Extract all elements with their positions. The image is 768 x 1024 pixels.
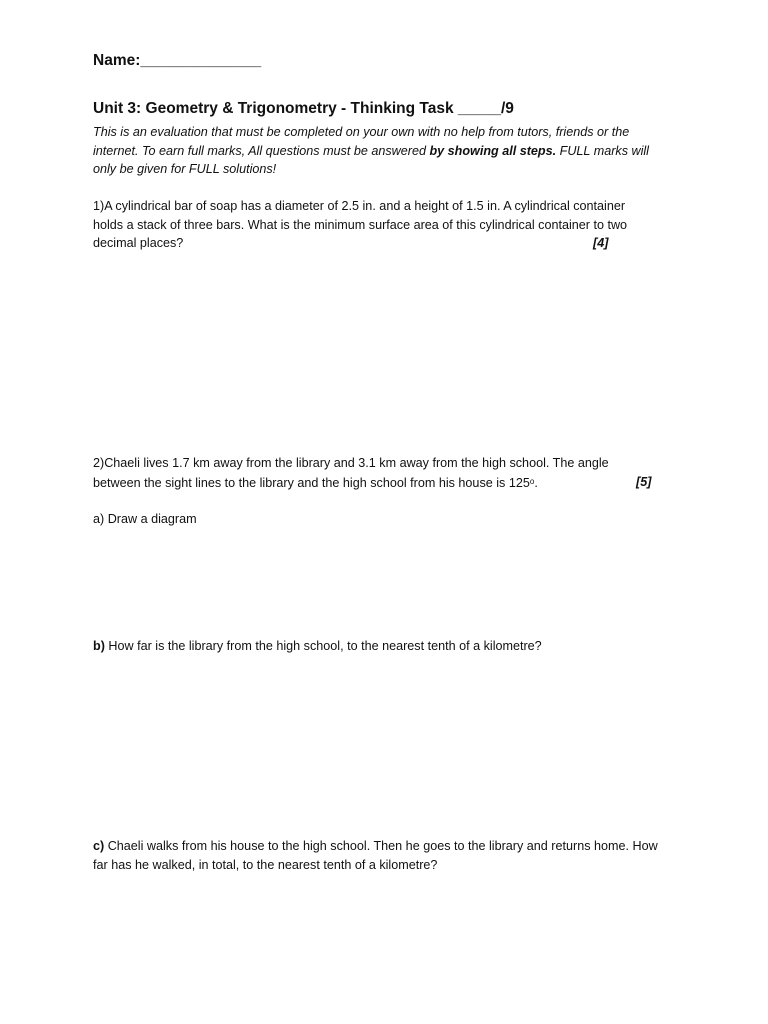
question-2b-line bbox=[93, 637, 683, 656]
question-2-line-2-text: between the sight lines to the library and the high school from his house is 125 bbox=[93, 475, 530, 490]
instructions-paragraph bbox=[93, 123, 683, 179]
degree-symbol: o bbox=[529, 476, 535, 486]
instructions-emphasis: by showing all steps. bbox=[429, 143, 557, 158]
question-2-line-2 bbox=[93, 473, 683, 493]
instructions-line-2-end: FULL marks will bbox=[556, 143, 649, 158]
question-1-line-2: holds a stack of three bars. What is the minimum surface area of this cylindrical container to two bbox=[93, 217, 628, 232]
question-2b bbox=[93, 637, 683, 656]
page-title: Unit 3: Geometry & Trigonometry - Thinking Task _____/9 bbox=[93, 100, 514, 117]
instructions-line-2 bbox=[93, 142, 683, 161]
instructions-line-3: only be given for FULL solutions! bbox=[93, 162, 277, 176]
question-2c-text-1: Chaeli walks from his house to the high school. Then he goes to the library and returns home. How bbox=[104, 839, 658, 853]
question-1-marks: [4] bbox=[593, 236, 609, 250]
name-field-label: Name:______________ bbox=[93, 52, 262, 69]
question-1-line-1: 1)A cylindrical bar of soap has a diameter of 2.5 in. and a height of 1.5 in. A cylindrical container bbox=[93, 199, 626, 213]
question-1-line-3-text: decimal places? bbox=[93, 236, 184, 250]
question-2c-line-2: far has he walked, in total, to the nearest tenth of a kilometre? bbox=[93, 857, 438, 872]
question-2-marks: [5] bbox=[636, 474, 652, 489]
question-2 bbox=[93, 454, 683, 492]
instructions-line-1: This is an evaluation that must be completed on your own with no help from tutors, friends or the bbox=[93, 125, 630, 139]
question-2b-label: b) bbox=[93, 639, 105, 653]
question-2-line-1: 2)Chaeli lives 1.7 km away from the library and 3.1 km away from the high school. The angle bbox=[93, 456, 609, 470]
question-1 bbox=[93, 197, 683, 253]
question-2c bbox=[93, 837, 683, 874]
question-2-line-2-end: . bbox=[534, 475, 538, 490]
question-2c-label: c) bbox=[93, 839, 105, 853]
question-2c-line-1 bbox=[93, 837, 683, 856]
question-2a-text: a) Draw a diagram bbox=[93, 512, 197, 526]
question-2b-text: How far is the library from the high school, to the nearest tenth of a kilometre? bbox=[104, 639, 542, 653]
question-2a bbox=[93, 510, 683, 529]
instructions-line-2-start: internet. To earn full marks, All questions must be answered bbox=[93, 143, 430, 158]
question-1-line-3 bbox=[93, 234, 683, 253]
